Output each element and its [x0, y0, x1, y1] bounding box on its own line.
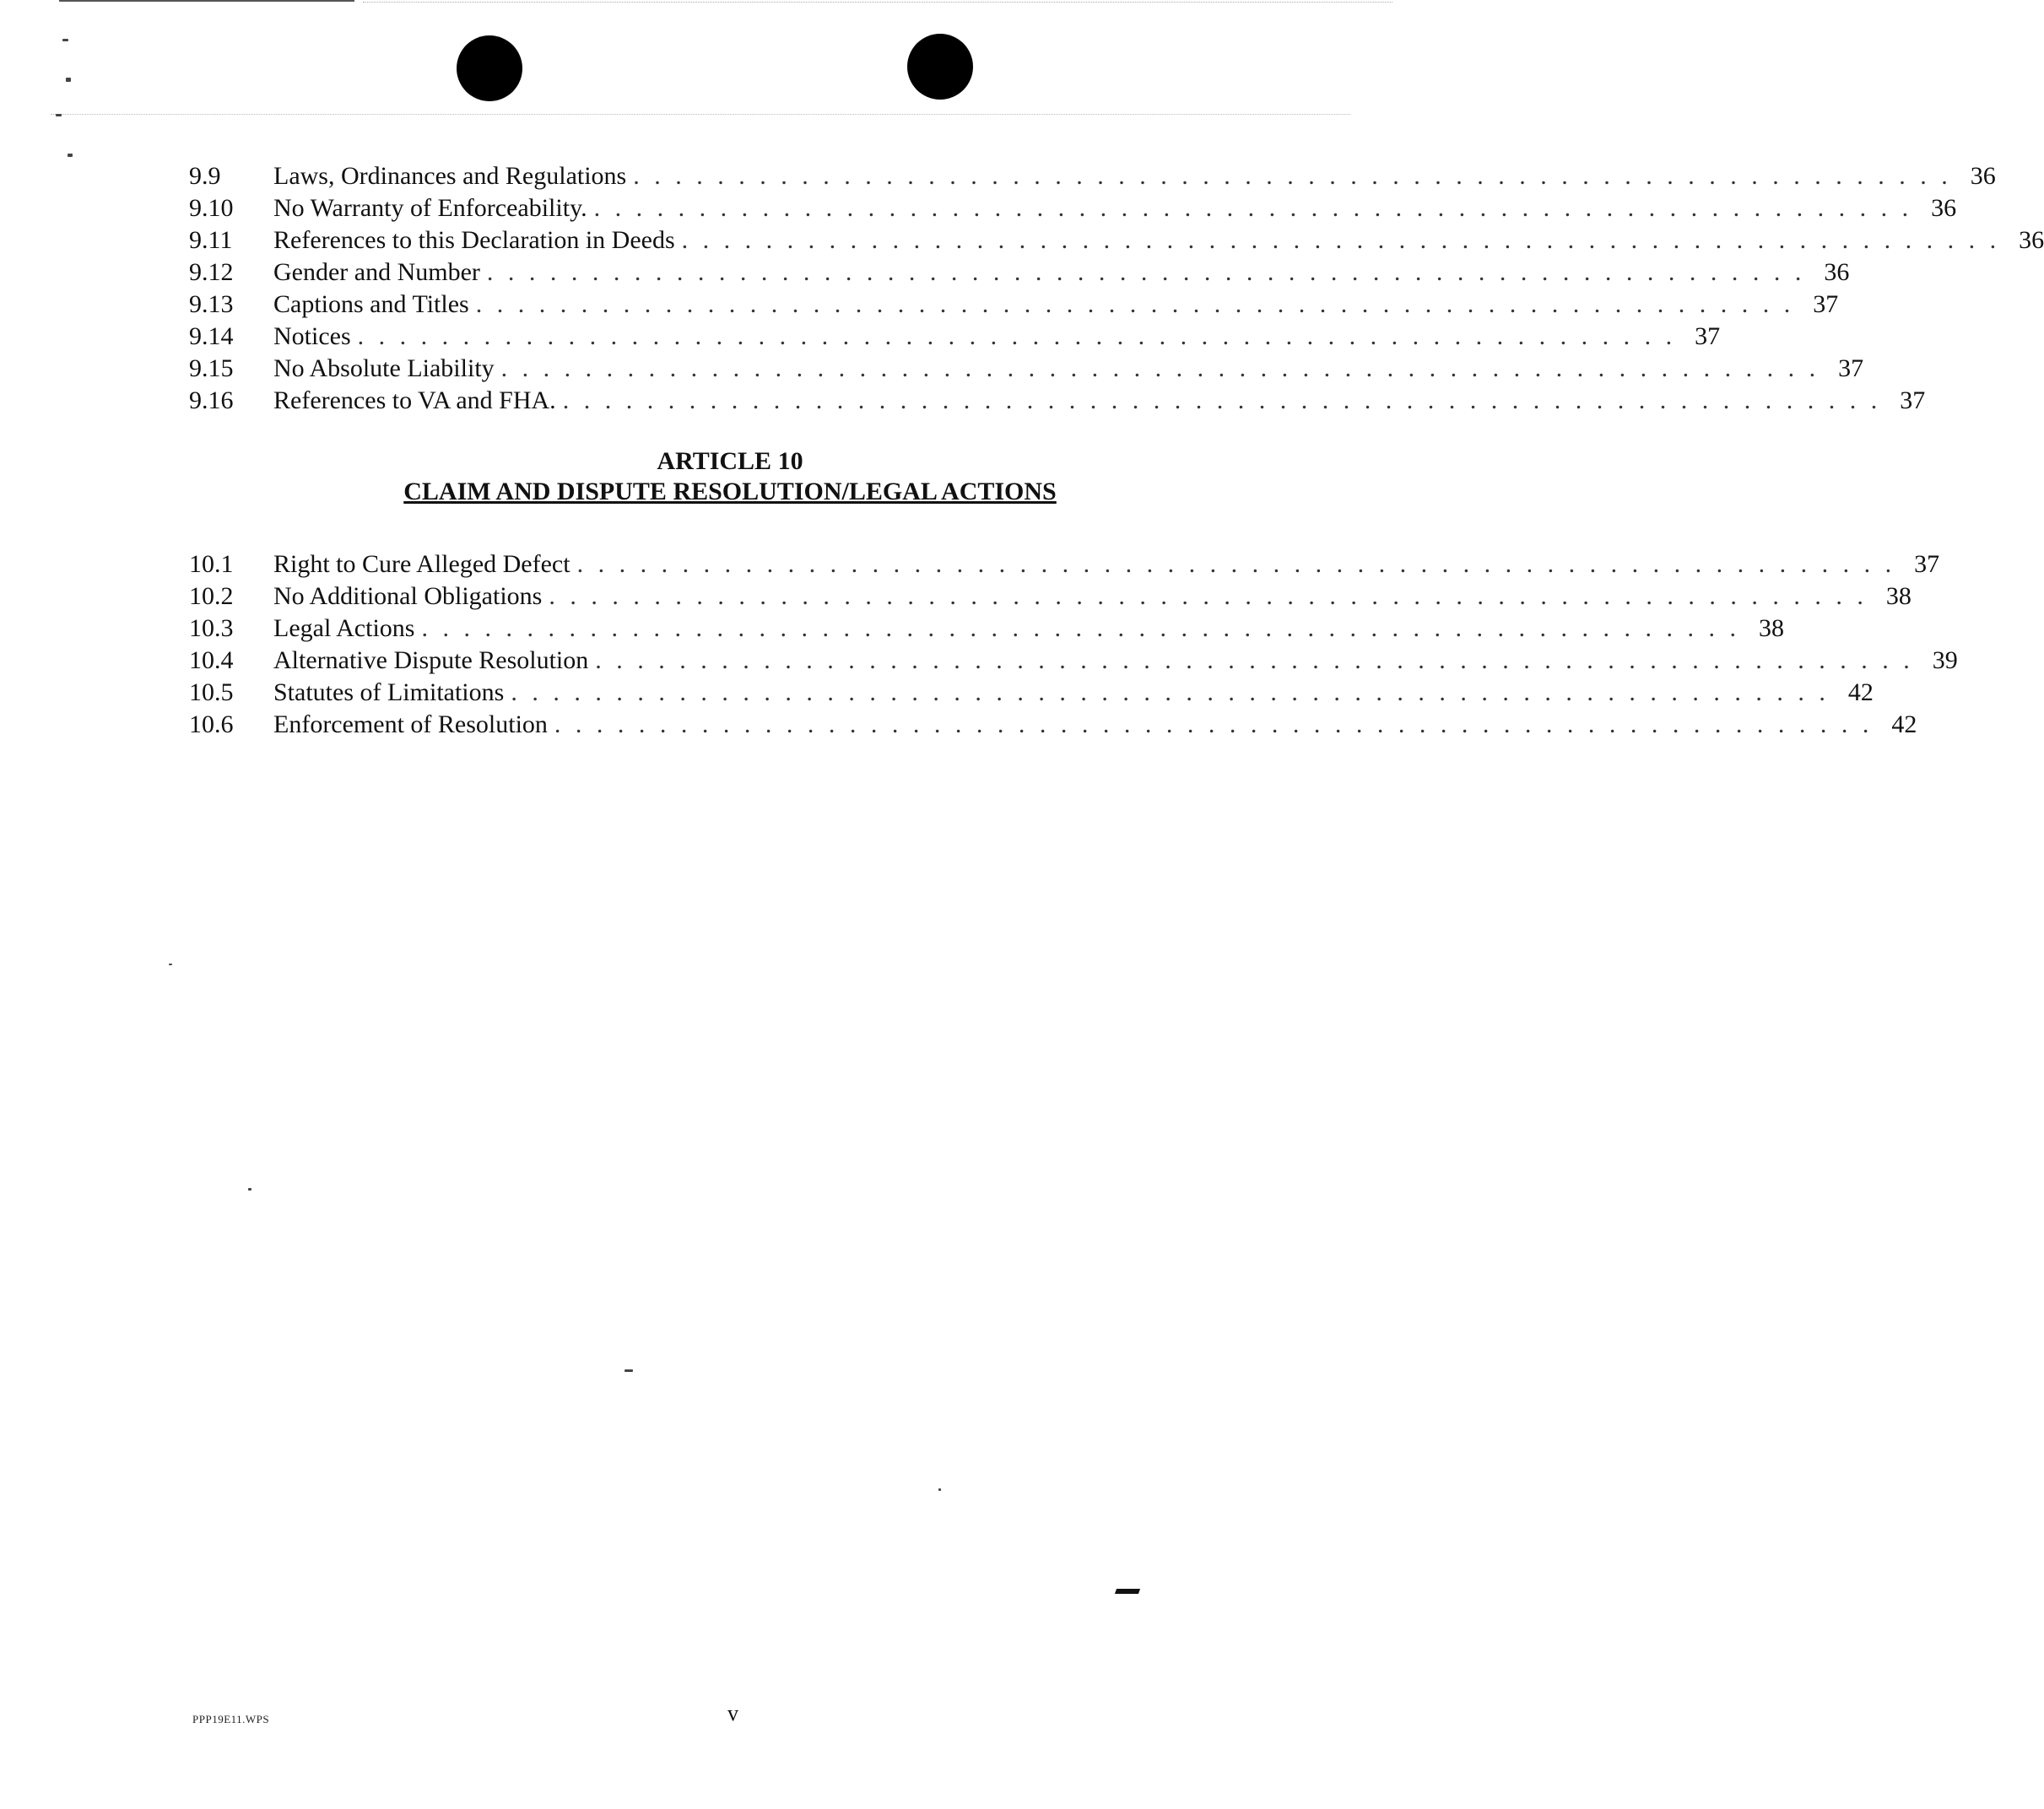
toc-entry-page: 37: [1813, 290, 1839, 318]
scan-speck: [169, 964, 172, 965]
scan-speck: [56, 114, 62, 116]
toc-entry-page: 42: [1847, 678, 1874, 706]
toc-entry-title: Captions and Titles: [273, 290, 469, 318]
toc-entry-number: 9.14: [189, 322, 234, 350]
scan-speck: [625, 1369, 633, 1372]
toc-leader-dots: . . . . . . . . . . . . . . . . . . . . . . . . . . . . . . . . . . . . . . . . . . . . . . . . . . . . . . . . . . . . . . .: [486, 258, 1806, 286]
toc-entry-title: No Warranty of Enforceability.: [273, 194, 587, 222]
toc-section-10: [189, 548, 1958, 741]
article-number: ARTICLE 10: [657, 447, 803, 475]
toc-entry-title: Laws, Ordinances and Regulations: [273, 162, 627, 190]
scan-speck: [938, 1488, 941, 1491]
toc-entry-number: 9.11: [189, 226, 233, 254]
toc-leader-dots: . . . . . . . . . . . . . . . . . . . . . . . . . . . . . . . . . . . . . . . . . . . . . . . . . . . . . . . . . . . . . . .: [595, 646, 1914, 674]
toc-entry-title: References to VA and FHA.: [273, 386, 556, 414]
toc-entry-number: 9.12: [189, 258, 234, 286]
toc-entry[interactable]: [189, 192, 1957, 224]
scan-top-rule: [59, 0, 354, 2]
toc-leader-dots: . . . . . . . . . . . . . . . . . . . . . . . . . . . . . . . . . . . . . . . . . . . . . . . . . . . . . . . . . . . . . . .: [511, 678, 1830, 706]
article-title: CLAIM AND DISPUTE RESOLUTION/LEGAL ACTIONS: [403, 478, 1057, 505]
toc-entry-title: References to this Declaration in Deeds: [273, 226, 675, 254]
toc-entry-page: 37: [1838, 354, 1864, 382]
toc-leader-dots: . . . . . . . . . . . . . . . . . . . . . . . . . . . . . . . . . . . . . . . . . . . . . . . . . . . . . . . . . . . . . . .: [500, 354, 1820, 382]
toc-entry-number: 9.16: [189, 386, 234, 414]
toc-entry-page: 36: [1970, 162, 1996, 190]
toc-entry-title: Legal Actions: [273, 614, 415, 642]
toc-entry[interactable]: [189, 321, 1721, 353]
toc-entry-number: 10.1: [189, 550, 234, 578]
toc-entry-page: 36: [1931, 194, 1957, 222]
toc-entry-title: Enforcement of Resolution: [273, 710, 548, 738]
toc-entry-page: 42: [1891, 710, 1917, 738]
toc-entry-page: 36: [2019, 226, 2044, 254]
toc-entry[interactable]: [189, 224, 2044, 256]
toc-entry-title: Statutes of Limitations: [273, 678, 505, 706]
toc-entry[interactable]: [189, 160, 1996, 192]
toc-leader-dots: . . . . . . . . . . . . . . . . . . . . . . . . . . . . . . . . . . . . . . . . . . . . . . . . . . . . . . . . . . . . . . .: [475, 290, 1795, 318]
toc-entry-number: 10.2: [189, 582, 234, 610]
toc-entry-number: 10.3: [189, 614, 234, 642]
toc-leader-dots: . . . . . . . . . . . . . . . . . . . . . . . . . . . . . . . . . . . . . . . . . . . . . . . . . . . . . . . . . . . . . . .: [562, 386, 1882, 414]
toc-entry-title: Notices: [273, 322, 351, 350]
scan-speck: [248, 1188, 251, 1191]
toc-entry[interactable]: [189, 580, 1912, 613]
toc-entry-title: Gender and Number: [273, 258, 480, 286]
toc-entry-page: 37: [1914, 550, 1940, 578]
toc-entry[interactable]: [189, 385, 1926, 417]
toc-entry-number: 10.6: [189, 710, 234, 738]
toc-leader-dots: . . . . . . . . . . . . . . . . . . . . . . . . . . . . . . . . . . . . . . . . . . . . . . . . . . . . . . . . . . . . . . .: [576, 550, 1896, 578]
scan-speck: [68, 154, 73, 157]
toc-entry[interactable]: [189, 709, 1917, 741]
scan-header-dots: [51, 114, 1350, 116]
toc-section-9: [189, 160, 2044, 417]
scan-speck: [62, 39, 68, 41]
toc-entry-number: 9.13: [189, 290, 234, 318]
toc-leader-dots: . . . . . . . . . . . . . . . . . . . . . . . . . . . . . . . . . . . . . . . . . . . . . . . . . . . . . . . . . . . . . . .: [357, 322, 1677, 350]
toc-entry-page: 38: [1885, 582, 1912, 610]
toc-leader-dots: . . . . . . . . . . . . . . . . . . . . . . . . . . . . . . . . . . . . . . . . . . . . . . . . . . . . . . . . . . . . . . .: [554, 710, 1874, 738]
toc-entry-number: 9.9: [189, 162, 221, 190]
punch-hole-left: [457, 35, 522, 101]
toc-entry-title: No Additional Obligations: [273, 582, 543, 610]
toc-leader-dots: . . . . . . . . . . . . . . . . . . . . . . . . . . . . . . . . . . . . . . . . . . . . . . . . . . . . . . . . . . . . . . .: [593, 194, 1913, 222]
toc-entry-page: 39: [1932, 646, 1958, 674]
toc-entry-number: 10.5: [189, 678, 234, 706]
toc-entry[interactable]: [189, 289, 1839, 321]
toc-entry-page: 36: [1824, 258, 1850, 286]
toc-leader-dots: . . . . . . . . . . . . . . . . . . . . . . . . . . . . . . . . . . . . . . . . . . . . . . . . . . . . . . . . . . . . . . .: [549, 582, 1868, 610]
toc-entry-title: Right to Cure Alleged Defect: [273, 550, 570, 578]
footer-file-name: PPP19E11.WPS: [192, 1713, 270, 1725]
toc-entry-page: 38: [1758, 614, 1784, 642]
toc-entry-number: 9.15: [189, 354, 234, 382]
footer-page-number: v: [727, 1701, 738, 1725]
toc-entry-page: 37: [1900, 386, 1926, 414]
scan-speck: [66, 78, 71, 82]
toc-leader-dots: . . . . . . . . . . . . . . . . . . . . . . . . . . . . . . . . . . . . . . . . . . . . . . . . . . . . . . . . . . . . . . .: [681, 226, 2001, 254]
toc-entry[interactable]: [189, 353, 1864, 385]
toc-entry-title: No Absolute Liability: [273, 354, 495, 382]
toc-entry-number: 10.4: [189, 646, 234, 674]
toc-entry[interactable]: [189, 548, 1940, 580]
toc-entry[interactable]: [189, 677, 1874, 709]
toc-entry-number: 9.10: [189, 194, 234, 222]
toc-entry-title: Alternative Dispute Resolution: [273, 646, 589, 674]
toc-entry[interactable]: [189, 645, 1958, 677]
scan-mark: [1115, 1589, 1140, 1594]
toc-entry[interactable]: [189, 613, 1784, 645]
toc-entry-page: 37: [1695, 322, 1721, 350]
scan-top-dots: [363, 2, 1392, 3]
toc-leader-dots: . . . . . . . . . . . . . . . . . . . . . . . . . . . . . . . . . . . . . . . . . . . . . . . . . . . . . . . . . . . . . . .: [421, 614, 1740, 642]
toc-leader-dots: . . . . . . . . . . . . . . . . . . . . . . . . . . . . . . . . . . . . . . . . . . . . . . . . . . . . . . . . . . . . . . .: [633, 162, 1952, 190]
punch-hole-right: [907, 34, 973, 100]
toc-entry[interactable]: [189, 256, 1850, 289]
